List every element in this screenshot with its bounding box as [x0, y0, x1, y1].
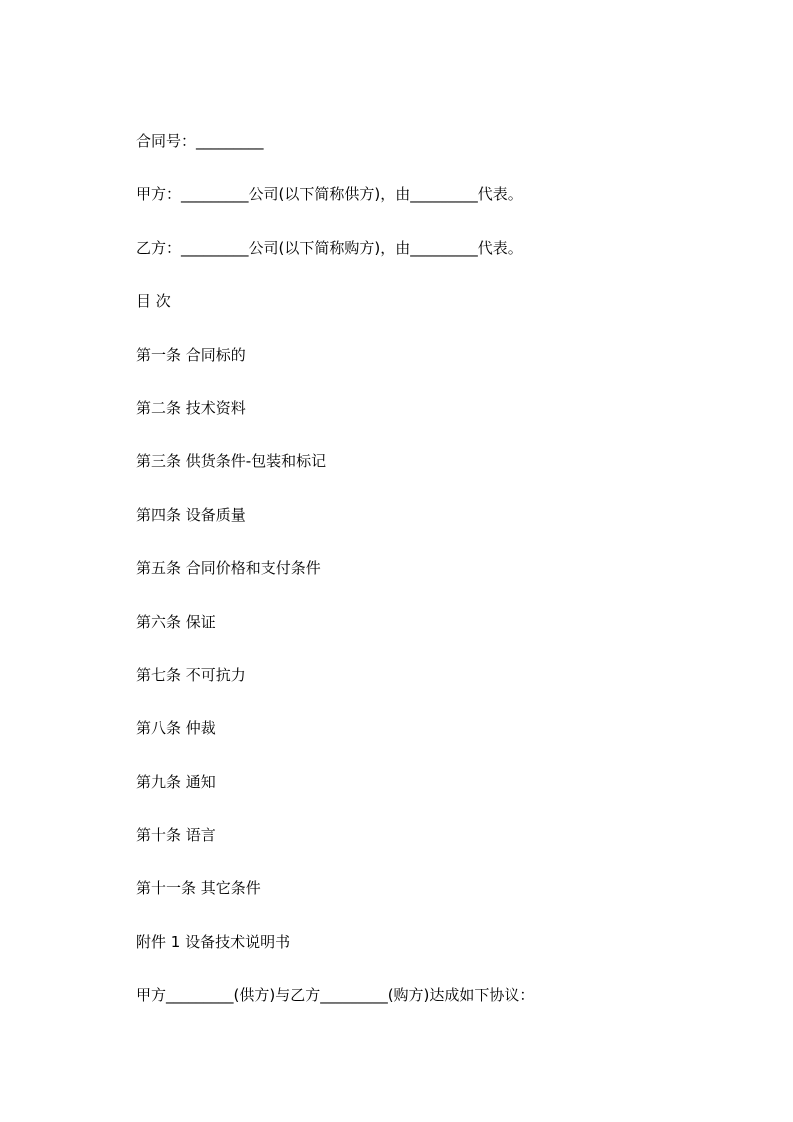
toc-item-2: 第二条 技术资料: [136, 398, 246, 417]
contract-text: [136, 130, 736, 1038]
toc-item-11: 第十一条 其它条件: [136, 879, 261, 898]
party-a-line: 甲方：_________公司(以下简称供方)，由_________代表。: [136, 185, 523, 204]
agreement-intro-line: 甲方_________(供方)与乙方_________(购方)达成如下协议：: [136, 986, 535, 1005]
toc-item-10: 第十条 语言: [136, 826, 216, 845]
toc-appendix-1: 附件 1 设备技术说明书: [136, 932, 291, 951]
toc-item-8: 第八条 仲裁: [136, 719, 216, 738]
toc-heading: 目 次: [136, 292, 171, 311]
toc-item-7: 第七条 不可抗力: [136, 665, 246, 684]
contract-number-line: 合同号：_________: [136, 132, 264, 150]
toc-item-1: 第一条 合同标的: [136, 345, 246, 364]
toc-item-6: 第六条 保证: [136, 612, 216, 631]
party-b-line: 乙方：_________公司(以下简称购方)，由_________代表。: [136, 238, 523, 257]
toc-item-3: 第三条 供货条件-包装和标记: [136, 452, 327, 471]
toc-item-5: 第五条 合同价格和支付条件: [136, 559, 321, 578]
toc-item-4: 第四条 设备质量: [136, 505, 246, 524]
toc-item-9: 第九条 通知: [136, 772, 216, 791]
